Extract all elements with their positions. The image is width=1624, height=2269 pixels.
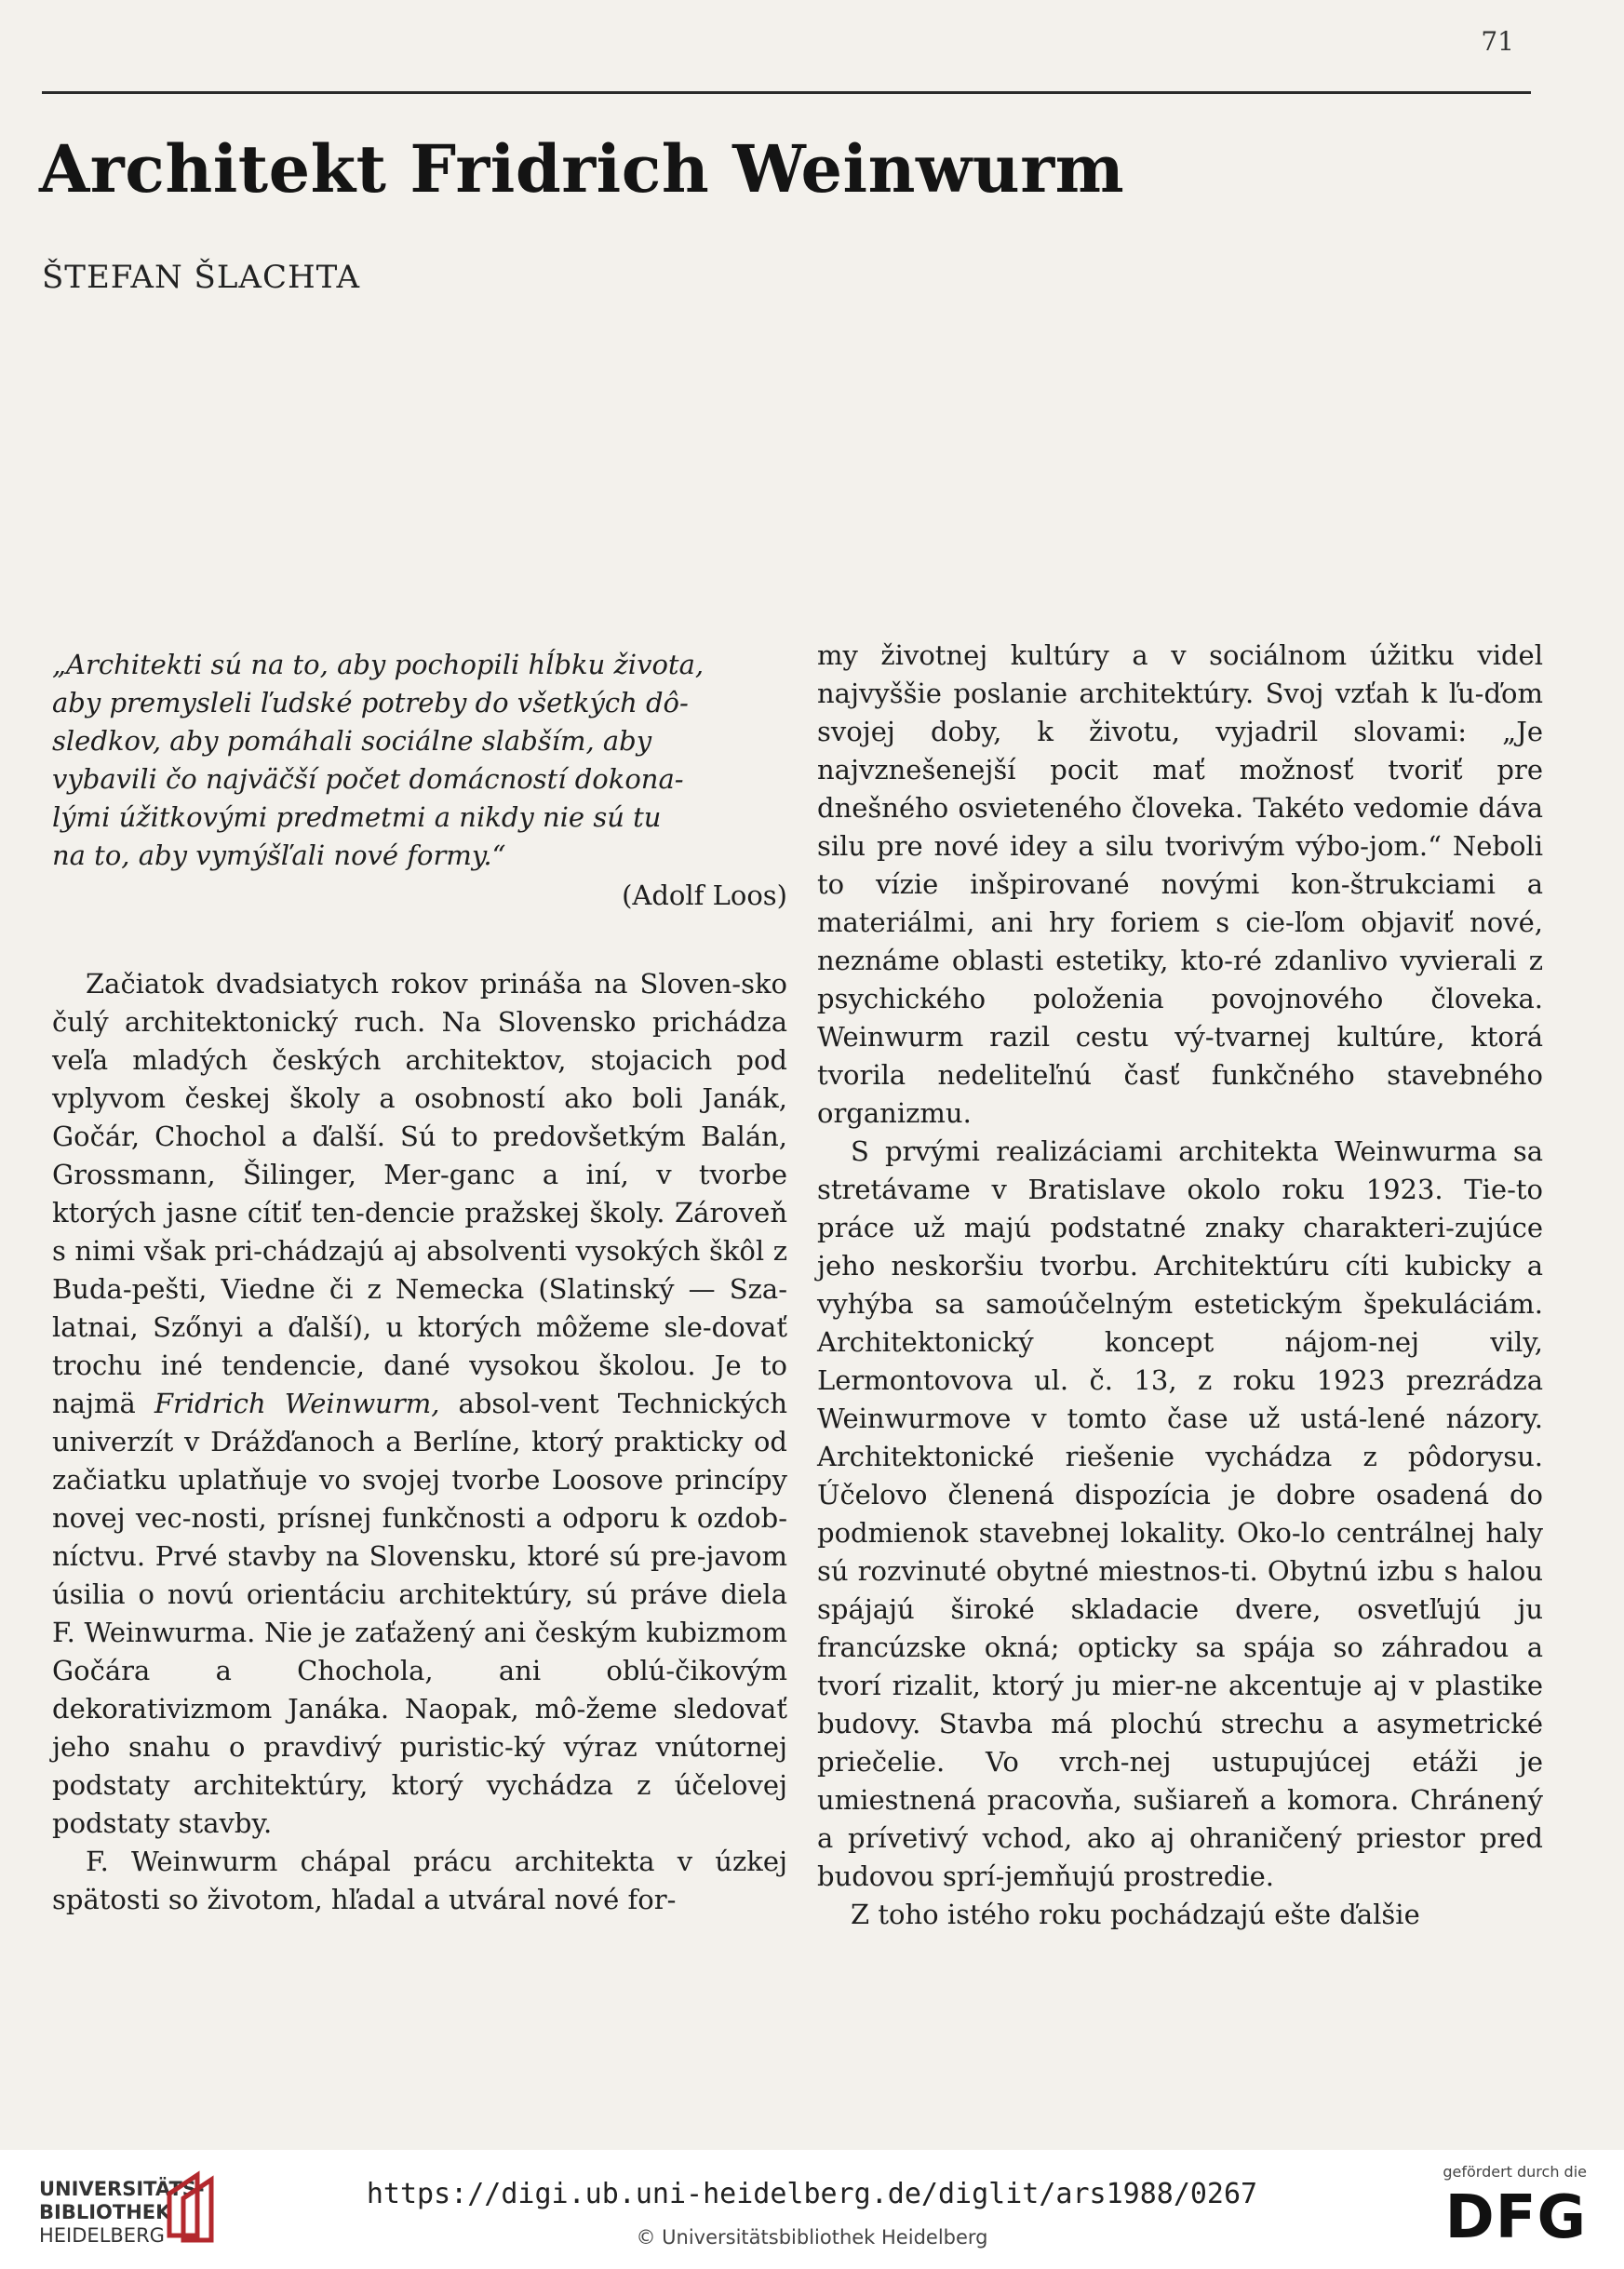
viewer-footer [0,2150,1624,2269]
library-name-line: HEIDELBERG [39,2224,165,2247]
motto-line: „Architekti sú na to, aby pochopili hĺbku života, [52,649,705,680]
body-paragraph: S prvými realizáciami architekta Weinwurma sa stretávame v Bratislave okolo roku 1923. Tie-to práce už majú podstatné znaky charakteri-zujúce jeho neskoršiu tvorbu. Architektúru cíti kubicky a vyhýba sa samoúčelným estetickým špekuláciám. Architektonický koncept nájom-nej vily, Lermontovova ul. č. 13, z roku 1923 prezrádza Weinwurmove v tomto čase už ustá-lené názory. Architektonické riešenie vychádza z pôdorysu. Účelovo členená dispozícia je dobre osadená do podmienok stavebnej lokality. Oko-lo centrálnej haly sú rozvinuté obytné miestnos-ti. Obytnú izbu s halou spájajú široké skladacie dvere, osvetľujú ju francúzske okná; opticky sa spája so záhradou a tvorí rizalit, ktorý ju mier-ne akcentuje aj v plastike budovy. Stavba má plochú strechu a asymetrické priečelie. Vo vrch-nej ustupujúcej etáži je umiestnená pracovňa, sušiareň a komora. Chránený a prívetivý vchod, ako aj ohraničený priestor pred budovou sprí-jemňujú prostredie. [817,1135,1543,1892]
dfg-label: gefördert durch die [1443,2163,1587,2181]
motto-line: vybavili čo najväčší počet domácností dokona- [52,763,684,795]
article-author: ŠTEFAN ŠLACHTA [42,259,360,296]
copyright-notice: © Universitätsbibliothek Heidelberg [636,2226,988,2249]
motto-line: aby premysleli ľudské potreby do všetkých dô- [52,687,689,718]
left-column [52,646,787,1919]
body-paragraph: F. Weinwurm chápal prácu architekta v úzkej spätosti so životom, hľadal a utváral nové for- [52,1846,787,1915]
motto-line: lými úžitkovými predmetmi a nikdy nie sú tu [52,801,662,833]
right-column [817,637,1543,1934]
library-name-line: UNIVERSITÄTS- [39,2178,205,2200]
body-paragraph [52,965,787,1843]
article-title: Architekt Fridrich Weinwurm [39,130,1125,208]
motto-line: sledkov, aby pomáhali sociálne slabším, aby [52,725,652,757]
paragraph-text: Začiatok dvadsiatych rokov prináša na Sloven-sko čulý architektonický ruch. Na Slovensko prichádza veľa mladých českých architektov, stojacich pod vplyvom českej školy a osobností ako boli Janák, Gočár, Chochol a ďalší. Sú to predovšetkým Balán, Grossmann, Šilinger, Mer-ganc a iní, v tvorbe ktorých jasne cítiť ten-dencie pražskej školy. Zároveň s nimi však pri-chádzajú aj absolventi vysokých škôl z Buda-pešti, Viedne či z Nemecka (Slatinský — Sza-latnai, Szőnyi a ďalší), u ktorých môžeme sle-dovať trochu iné tendencie, dané vysokou školou. Je to najmä [52,968,787,1419]
dfg-sponsor[interactable] [1429,2163,1587,2256]
motto-source: (Adolf Loos) [622,879,787,911]
architect-name: Fridrich Weinwurm, [154,1388,440,1419]
header-rule [42,91,1531,94]
page-number: 71 [1481,26,1514,57]
paragraph-text: absol-vent Technických univerzít v Drážďanoch a Berlíne, ktorý prakticky od začiatku uplatňuje vo svojej tvorbe Loosove princípy novej vec-nosti, prísnej funkčnosti a odporu k ozdob-níctvu. Prvé stavby na Slovensku, ktoré sú pre-javom úsilia o novú orientáciu architektúry, sú práve diela F. Weinwurma. Nie je zaťažený ani českým kubizmom Gočára a Chochola, ani oblú-čikovým dekorativizmom Janáka. Naopak, mô-žeme sledovať jeho snahu o pravdivý puristic-ký výraz vnútornej podstaty architektúry, ktorý vychádza z účelovej podstaty stavby. [52,1388,788,1839]
body-paragraph: Z toho istého roku pochádzajú ešte ďalšie [851,1899,1420,1930]
motto-quote [52,646,787,875]
document-url-link[interactable]: https://digi.ub.uni-heidelberg.de/diglit/ars1988/0267 [366,2178,1258,2210]
dfg-logo: DFG [1444,2183,1587,2252]
motto-line: na to, aby vymýšľali nové formy.“ [52,839,506,871]
library-name-line: BIBLIOTHEK [39,2201,171,2223]
body-paragraph: my životnej kultúry a v sociálnom úžitku videl najvyššie poslanie architektúry. Svoj vzťah k ľu-ďom svojej doby, k životu, vyjadril slovami: „Je najvznešenejší pocit mať možnosť tvoriť pre dnešného osvieteného človeka. Takéto vedomie dáva silu pre nové idey a silu tvorivým výbo-jom.“ Neboli to vízie inšpirované novými kon-štrukciami a materiálmi, ani hry foriem s cie-ľom objaviť nové, neznáme oblasti estetiky, kto-ré zdanlivo vyvierali z psychického položenia povojnového človeka. Weinwurm razil cestu vý-tvarnej kultúre, ktorá tvorila nedeliteľnú časť funkčného stavebného organizmu. [817,639,1543,1129]
